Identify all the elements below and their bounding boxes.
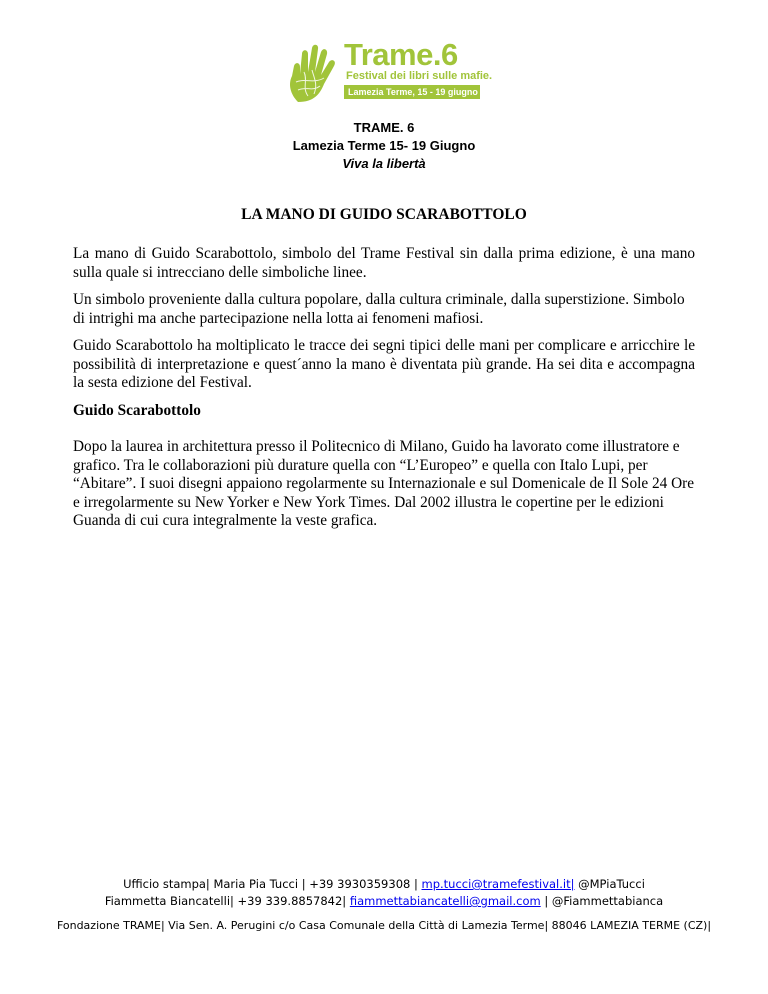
section-heading: Guido Scarabottolo bbox=[73, 402, 201, 419]
festival-motto: Viva la libertà bbox=[342, 156, 426, 171]
festival-name: TRAME. 6 bbox=[353, 120, 415, 135]
paragraph-intro: La mano di Guido Scarabottolo, simbolo del Trame Festival sin dalla prima edizione, è una mano sulla quale si intrecciano delle simboliche linee. bbox=[73, 245, 695, 281]
press-email-link-2[interactable]: fiammettabiancatelli@gmail.com bbox=[349, 894, 541, 908]
logo-date-band: Lamezia Terme, 15 - 19 giugno 2016. bbox=[344, 85, 480, 99]
festival-dates: Lamezia Terme 15- 19 Giugno bbox=[292, 138, 476, 153]
hand-icon bbox=[284, 42, 346, 104]
footer-press-line-2 bbox=[0, 894, 768, 908]
logo-title: Trame.6 bbox=[344, 37, 458, 72]
paragraph-biography: Dopo la laurea in architettura presso il Politecnico di Milano, Guido ha lavorato come illustratore e grafico. Tra le collaborazioni più durature quella con “L’Europeo” e quella con Italo Lupi, per “Abitare”. I suoi disegni appaiono regolarmente su Internazionale e sul Domenicale de Il Sole 24 Ore e irregolarmente su New Yorker e New York Times. Dal 2002 illustra le copertine per le edizioni Guanda di cui cura integralmente la veste grafica. bbox=[73, 438, 695, 529]
footer-address: Fondazione TRAME| Via Sen. A. Perugini c/o Casa Comunale della Città di Lamezia Terme| 88046 LAMEZIA TERME (CZ)| bbox=[56, 919, 712, 932]
footer-press-1-prefix: Ufficio stampa| Maria Pia Tucci | +39 3930359308 | bbox=[123, 877, 422, 891]
press-email-link[interactable]: mp.tucci@tramefestival.it| bbox=[421, 877, 575, 891]
document-title: LA MANO DI GUIDO SCARABOTTOLO bbox=[241, 206, 527, 223]
paragraph-traces: Guido Scarabottolo ha moltiplicato le tracce dei segni tipici delle mani per complicare e arricchire le possibilità di interpretazione e quest´anno la mano è diventata più grande. Ha sei dita e accompagna la sesta edizione del Festival. bbox=[73, 337, 695, 391]
footer-press-2-prefix: Fiammetta Biancatelli| +39 339.8857842| bbox=[104, 894, 350, 908]
footer-press-2-suffix: | @Fiammettabianca bbox=[540, 894, 664, 908]
trame-logo bbox=[284, 37, 503, 102]
footer-press-line-1 bbox=[0, 877, 768, 891]
paragraph-symbol: Un simbolo proveniente dalla cultura popolare, dalla cultura criminale, dalla superstizione. Simbolo di intrighi ma anche partecipazione nella lotta ai fenomeni mafiosi. bbox=[73, 291, 685, 327]
logo-subtitle: Festival dei libri sulle mafie. bbox=[346, 70, 493, 82]
footer-press-1-suffix: @MPiaTucci bbox=[574, 877, 645, 891]
